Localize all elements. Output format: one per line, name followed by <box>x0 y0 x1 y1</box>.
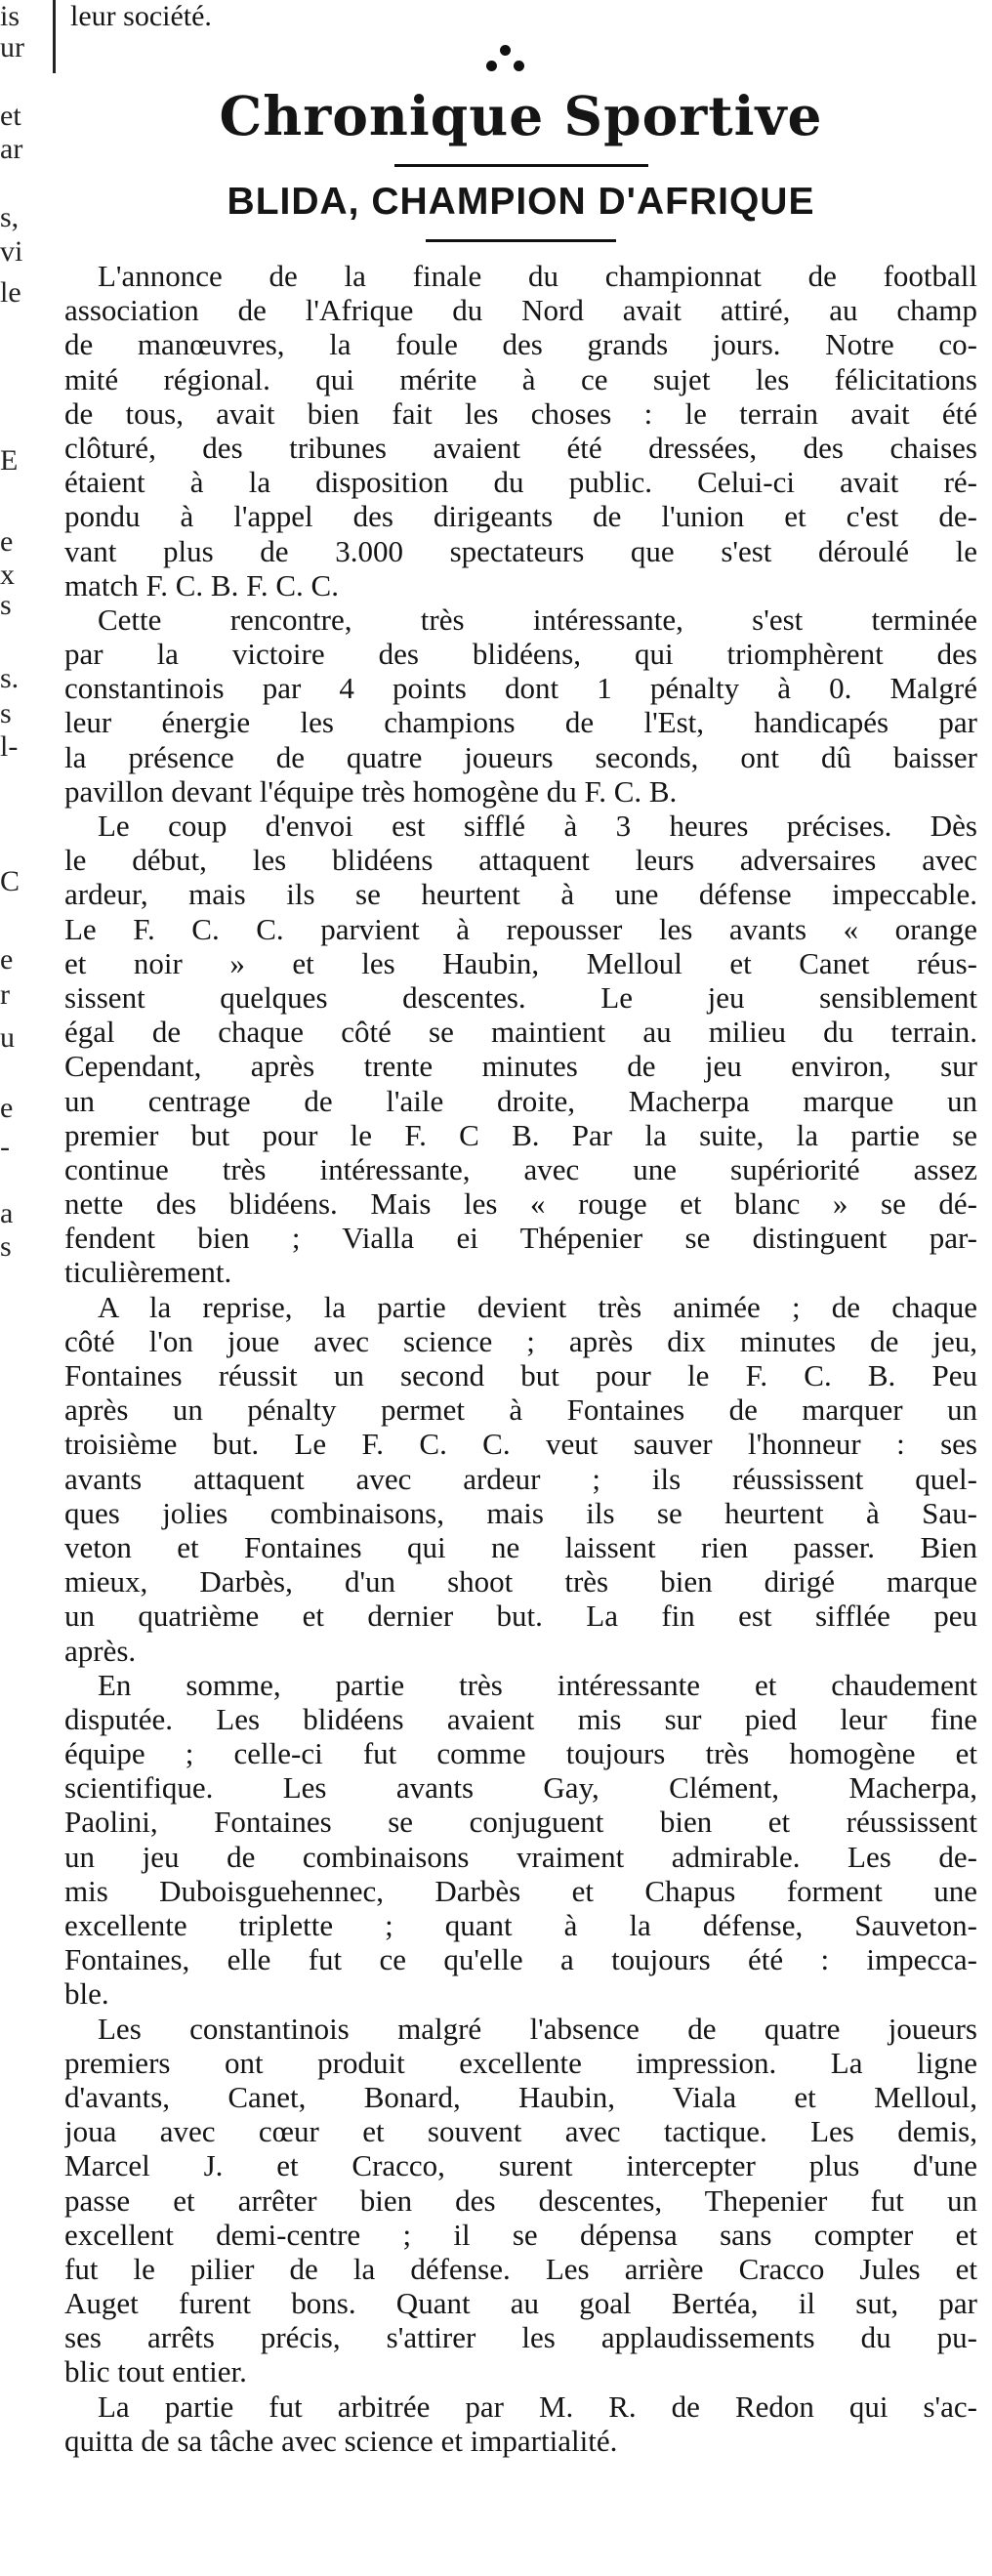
text-line: La partie fut arbitrée par M. R. de Redon qui s'ac- <box>98 2389 977 2424</box>
text-line: match F. C. B. F. C. C. <box>64 567 339 602</box>
triple-dot-ornament <box>481 45 530 80</box>
margin-fragment: a <box>0 1197 14 1229</box>
text-line: blic tout entier. <box>64 2354 247 2389</box>
text-line: A la reprise, la partie devient très animée ; de chaque <box>98 1289 977 1324</box>
margin-fragment: e <box>0 943 14 976</box>
margin-fragment: u <box>0 1021 15 1054</box>
text-line: association de l'Afrique du Nord avait attiré, au champ <box>64 293 977 328</box>
text-line: Marcel J. et Cracco, surent intercepter plus d'une <box>64 2148 977 2183</box>
article-paragraph <box>64 1290 977 1668</box>
text-line: par la victoire des blidéens, qui triomphèrent des <box>64 637 977 672</box>
text-line: égal de chaque côté se maintient au milieu du terrain. <box>64 1015 977 1050</box>
margin-fragment: s, <box>0 201 20 233</box>
text-line: un centrage de l'aile droite, Macherpa marque un <box>64 1083 977 1118</box>
text-line: leur énergie les champions de l'Est, handicapés par <box>64 705 977 740</box>
text-line: ticulièrement. <box>64 1255 232 1290</box>
text-line: Fontaines, elle fut ce qu'elle a toujours été : impecca- <box>64 1942 977 1977</box>
article-paragraph <box>64 259 977 602</box>
text-line: nette des blidéens. Mais les « rouge et blanc » se dé- <box>64 1186 977 1222</box>
text-line: ses arrêts précis, s'attirer les applaudissements du pu- <box>64 2320 977 2355</box>
left-column-margin-fragments <box>0 0 39 1328</box>
article-paragraph <box>64 809 977 1290</box>
margin-fragment: l- <box>0 730 19 763</box>
margin-fragment: x <box>0 559 15 591</box>
text-line: Cette rencontre, très intéressante, s'est terminée <box>98 602 977 637</box>
text-line: fendent bien ; Vialla ei Thépenier se distinguent par- <box>64 1221 977 1256</box>
margin-fragment: ar <box>0 133 23 165</box>
text-line: Les constantinois malgré l'absence de quatre joueurs <box>98 2011 977 2046</box>
text-line: L'annonce de la finale du championnat de football <box>98 259 977 293</box>
article-body <box>64 259 977 2458</box>
text-line: quitta de sa tâche avec science et impartialité. <box>64 2423 618 2458</box>
text-line: avants attaquent avec ardeur ; ils réussissent quel- <box>64 1461 977 1496</box>
text-line: Le F. C. C. parvient à repousser les avants « orange <box>64 911 977 946</box>
text-line: scientifique. Les avants Gay, Clément, Macherpa, <box>64 1770 977 1806</box>
column-divider <box>53 0 56 73</box>
text-line: ardeur, mais ils se heurtent à une défense impeccable. <box>64 877 977 912</box>
text-line: la présence de quatre joueurs seconds, ont dû baisser <box>64 739 977 774</box>
text-line: pavillon devant l'équipe très homogène du F. C. B. <box>64 773 678 809</box>
previous-article-tail: leur société. <box>70 0 212 32</box>
text-line: sissent quelques descentes. Le jeu sensiblement <box>64 979 977 1015</box>
article-paragraph <box>64 2012 977 2389</box>
text-line: mieux, Darbès, d'un shoot très bien dirigé marque <box>64 1564 977 1600</box>
text-line: Fontaines réussit un second but pour le F. C. B. Peu <box>64 1358 977 1392</box>
text-line: troisième but. Le F. C. C. veut sauver l'honneur : ses <box>64 1427 977 1462</box>
text-line: côté l'on joue avec science ; après dix minutes de jeu, <box>64 1323 977 1358</box>
article-paragraph <box>64 1668 977 2012</box>
margin-fragment: C <box>0 865 21 897</box>
text-line: un jeu de combinaisons vraiment admirable. Les de- <box>64 1839 977 1874</box>
margin-fragment: ur <box>0 31 24 63</box>
title-rule <box>394 164 648 167</box>
text-line: Paolini, Fontaines se conjuguent bien et réussissent <box>64 1805 977 1840</box>
margin-fragment: e <box>0 525 14 558</box>
text-line: de tous, avait bien fait les choses : le terrain avait été <box>64 395 977 431</box>
margin-fragment: is <box>0 0 21 32</box>
text-line: premier but pour le F. C B. Par la suite, la partie se <box>64 1117 977 1152</box>
margin-fragment: - <box>0 1131 10 1163</box>
text-line: En somme, partie très intéressante et chaudement <box>98 1667 977 1702</box>
margin-fragment: s. <box>0 662 20 694</box>
margin-fragment: e <box>0 1092 14 1124</box>
section-title: Chronique Sportive <box>219 84 823 147</box>
text-line: d'avants, Canet, Bonard, Haubin, Viala et Melloul, <box>64 2079 977 2114</box>
text-line: joua avec cœur et souvent avec tactique. Les demis, <box>64 2114 977 2149</box>
text-line: Le coup d'envoi est sifflé à 3 heures précises. Dès <box>98 809 977 843</box>
text-line: un quatrième et dernier but. La fin est sifflée peu <box>64 1599 977 1634</box>
margin-fragment: s <box>0 589 12 621</box>
text-line: Cependant, après trente minutes de jeu environ, sur <box>64 1049 977 1084</box>
margin-fragment: E <box>0 444 19 477</box>
margin-fragment: et <box>0 100 21 132</box>
text-line: mis Duboisguehennec, Darbès et Chapus forment une <box>64 1873 977 1908</box>
text-line: mité régional. qui mérite à ce sujet les félicitations <box>64 361 977 396</box>
text-line: après un pénalty permet à Fontaines de marquer un <box>64 1392 977 1428</box>
text-line: de manœuvres, la foule des grands jours. Notre co- <box>64 327 977 362</box>
text-line: constantinois par 4 points dont 1 pénalty à 0. Malgré <box>64 671 977 706</box>
text-line: veton et Fontaines qui ne laissent rien passer. Bien <box>64 1529 977 1564</box>
text-line: passe et arrêter bien des descentes, Thepenier fut un <box>64 2182 977 2218</box>
margin-fragment: r <box>0 978 10 1011</box>
text-line: premiers ont produit excellente impression. La ligne <box>64 2045 977 2080</box>
article-headline: BLIDA, CHAMPION D'AFRIQUE <box>227 181 815 223</box>
text-line: après. <box>64 1633 137 1668</box>
margin-fragment: vi <box>0 235 23 268</box>
text-line: étaient à la disposition du public. Celui-ci avait ré- <box>64 465 977 500</box>
margin-fragment: s <box>0 1230 12 1263</box>
text-line: excellent demi-centre ; il se dépensa sans compter et <box>64 2217 977 2252</box>
text-line: ques jolies combinaisons, mais ils se heurtent à Sau- <box>64 1495 977 1530</box>
text-line: vant plus de 3.000 spectateurs que s'est déroulé le <box>64 533 977 568</box>
text-line: continue très intéressante, avec une supériorité assez <box>64 1151 977 1186</box>
text-line: excellente triplette ; quant à la défense, Sauveton- <box>64 1908 977 1942</box>
text-line: fut le pilier de la défense. Les arrière Cracco Jules et <box>64 2251 977 2286</box>
text-line: clôturé, des tribunes avaient été dressées, des chaises <box>64 430 977 465</box>
text-line: le début, les blidéens attaquent leurs adversaires avec <box>64 843 977 878</box>
margin-fragment: s <box>0 697 12 729</box>
text-line: disputée. Les blidéens avaient mis sur pied leur fine <box>64 1701 977 1736</box>
text-line: pondu à l'appel des dirigeants de l'union et c'est de- <box>64 499 977 534</box>
article-paragraph <box>64 602 977 809</box>
text-line: équipe ; celle-ci fut comme toujours très homogène et <box>64 1736 977 1771</box>
text-line: et noir » et les Haubin, Melloul et Canet réus- <box>64 945 977 980</box>
text-line: Auget furent bons. Quant au goal Bertéa, il sut, par <box>64 2286 977 2321</box>
article-paragraph <box>64 2389 977 2458</box>
margin-fragment: le <box>0 276 21 309</box>
headline-rule <box>426 239 616 242</box>
text-line: ble. <box>64 1976 109 2012</box>
